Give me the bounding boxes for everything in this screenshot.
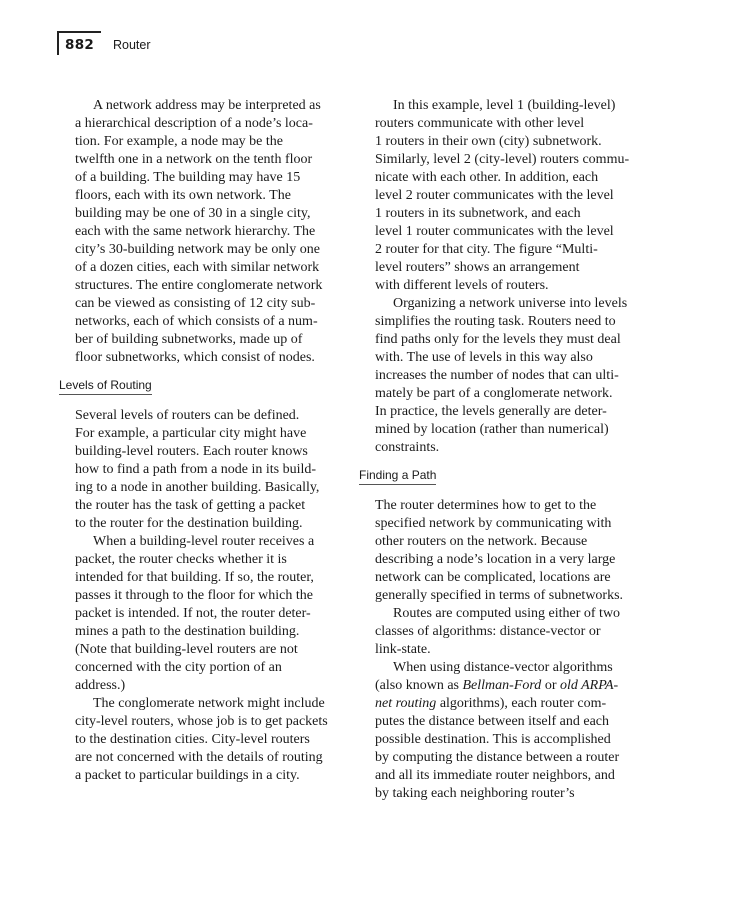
text-line (375, 677, 647, 695)
text-line: classes of algorithms: distance-vector or (375, 624, 601, 639)
text-line: level 1 router communicates with the level (375, 224, 614, 239)
text-line: tion. For example, a node may be the (75, 134, 283, 149)
text-line: intended for that building. If so, the router, (75, 570, 314, 585)
text-line: are not concerned with the details of routing (75, 750, 323, 765)
text-line: mines a path to the destination building. (75, 624, 300, 639)
text-line: other routers on the network. Because (375, 534, 588, 549)
text-line: mined by location (rather than numerical) (375, 422, 609, 437)
text-line: nicate with each other. In addition, each (375, 170, 599, 185)
text-line: mately be part of a conglomerate network. (375, 386, 613, 401)
paragraph (75, 407, 347, 533)
running-title: Router (113, 38, 151, 52)
text-line: concerned with the city portion of an (75, 660, 282, 675)
text-line: constraints. (375, 440, 440, 455)
text-line: Organizing a network universe into levels (393, 296, 628, 311)
text-line: A network address may be interpreted as (93, 98, 321, 113)
text-line: 2 router for that city. The figure “Multi- (375, 242, 598, 257)
text-line: can be viewed as consisting of 12 city sub- (75, 296, 316, 311)
italic-term-old-arpanet: old ARPA- (559, 678, 619, 693)
text-line: city’s 30-building network may be only one (75, 242, 320, 257)
italic-term-bellman-ford: Bellman-Ford (462, 678, 542, 693)
text-line: by computing the distance between a router (375, 750, 620, 765)
spacer (375, 485, 647, 497)
right-column (359, 97, 647, 803)
paragraph (75, 533, 347, 695)
paragraph (375, 497, 647, 605)
header-rule-vertical (57, 31, 59, 55)
text-line: packet, the router checks whether it is (75, 552, 287, 567)
text-line: When using distance-vector algorithms (393, 660, 613, 675)
text-line: When a building-level router receives a (93, 534, 315, 549)
text-line: each with the same network hierarchy. The (75, 224, 316, 239)
text-line: building-level routers. Each router knows (75, 444, 308, 459)
paragraph (375, 605, 647, 659)
page-number: 882 (65, 37, 95, 53)
left-column (59, 97, 347, 785)
spacer (75, 367, 347, 377)
text-line: For example, a particular city might have (75, 426, 307, 441)
text-line: a hierarchical description of a node’s loca- (75, 116, 313, 131)
text-line: city-level routers, whose job is to get packets (75, 714, 328, 729)
text-line: packet is intended. If not, the router deter- (75, 606, 311, 621)
text-line: networks, each of which consists of a num- (75, 314, 318, 329)
text-line: address.) (75, 678, 126, 693)
text-line: passes it through to the floor for which the (75, 588, 313, 603)
text-line: twelfth one in a network on the tenth floor (75, 152, 313, 167)
text-line: The conglomerate network might include (93, 696, 325, 711)
paragraph (75, 97, 347, 367)
text-line: In this example, level 1 (building-level) (393, 98, 616, 113)
paragraph (375, 659, 647, 803)
text-line: ber of building subnetworks, made up of (75, 332, 303, 347)
text-line: describing a node’s location in a very large (375, 552, 616, 567)
paragraph (375, 295, 647, 457)
text-line: ing to a node in another building. Basically, (75, 480, 320, 495)
text-line: possible destination. This is accomplished (375, 732, 611, 747)
paragraph (75, 695, 347, 785)
text-line: routers communicate with other level (375, 116, 585, 131)
text-run: algorithms), each router com- (436, 696, 607, 711)
text-line: In practice, the levels generally are deter- (375, 404, 607, 419)
text-line: increases the number of nodes that can ulti- (375, 368, 619, 383)
text-line (375, 695, 647, 713)
spacer (75, 395, 347, 407)
text-line: structures. The entire conglomerate network (75, 278, 323, 293)
text-line: level routers” shows an arrangement (375, 260, 580, 275)
text-line: of a building. The building may have 15 (75, 170, 301, 185)
text-line: link-state. (375, 642, 431, 657)
text-run: or (541, 678, 560, 693)
text-line: specified network by communicating with (375, 516, 612, 531)
text-line: the router has the task of getting a packet (75, 498, 306, 513)
italic-term-net-routing: net routing (375, 696, 437, 711)
section-heading-levels-of-routing: Levels of Routing (59, 377, 152, 395)
text-line: The router determines how to get to the (375, 498, 597, 513)
text-line: with. The use of levels in this way also (375, 350, 593, 365)
text-line: and all its immediate router neighbors, and (375, 768, 615, 783)
section-heading-finding-a-path: Finding a Path (359, 467, 436, 485)
text-line: to the destination cities. City-level routers (75, 732, 310, 747)
header-rule-horizontal (57, 31, 101, 33)
text-line: find paths only for the levels they must deal (375, 332, 621, 347)
text-line: building may be one of 30 in a single city, (75, 206, 311, 221)
text-line: (Note that building-level routers are not (75, 642, 298, 657)
text-line: a packet to particular buildings in a city. (75, 768, 300, 783)
spacer (375, 457, 647, 467)
text-line: Several levels of routers can be defined. (75, 408, 300, 423)
text-line: 1 routers in its subnetwork, and each (375, 206, 581, 221)
text-line: 1 routers in their own (city) subnetwork. (375, 134, 602, 149)
text-line: floors, each with its own network. The (75, 188, 291, 203)
text-line: floor subnetworks, which consist of nodes. (75, 350, 315, 365)
text-line: putes the distance between itself and each (375, 714, 610, 729)
text-line: by taking each neighboring router’s (375, 786, 575, 801)
text-line: how to find a path from a node in its build- (75, 462, 317, 477)
text-run: (also known as (375, 678, 463, 693)
text-line: simplifies the routing task. Routers need to (375, 314, 616, 329)
text-line: generally specified in terms of subnetworks. (375, 588, 624, 603)
text-line: of a dozen cities, each with similar network (75, 260, 320, 275)
text-line: level 2 router communicates with the level (375, 188, 614, 203)
text-line: Similarly, level 2 (city-level) routers commu- (375, 152, 630, 167)
text-line: with different levels of routers. (375, 278, 549, 293)
paragraph (375, 97, 647, 295)
text-line: to the router for the destination building. (75, 516, 303, 531)
text-line: Routes are computed using either of two (393, 606, 621, 621)
text-line: network can be complicated, locations are (375, 570, 611, 585)
